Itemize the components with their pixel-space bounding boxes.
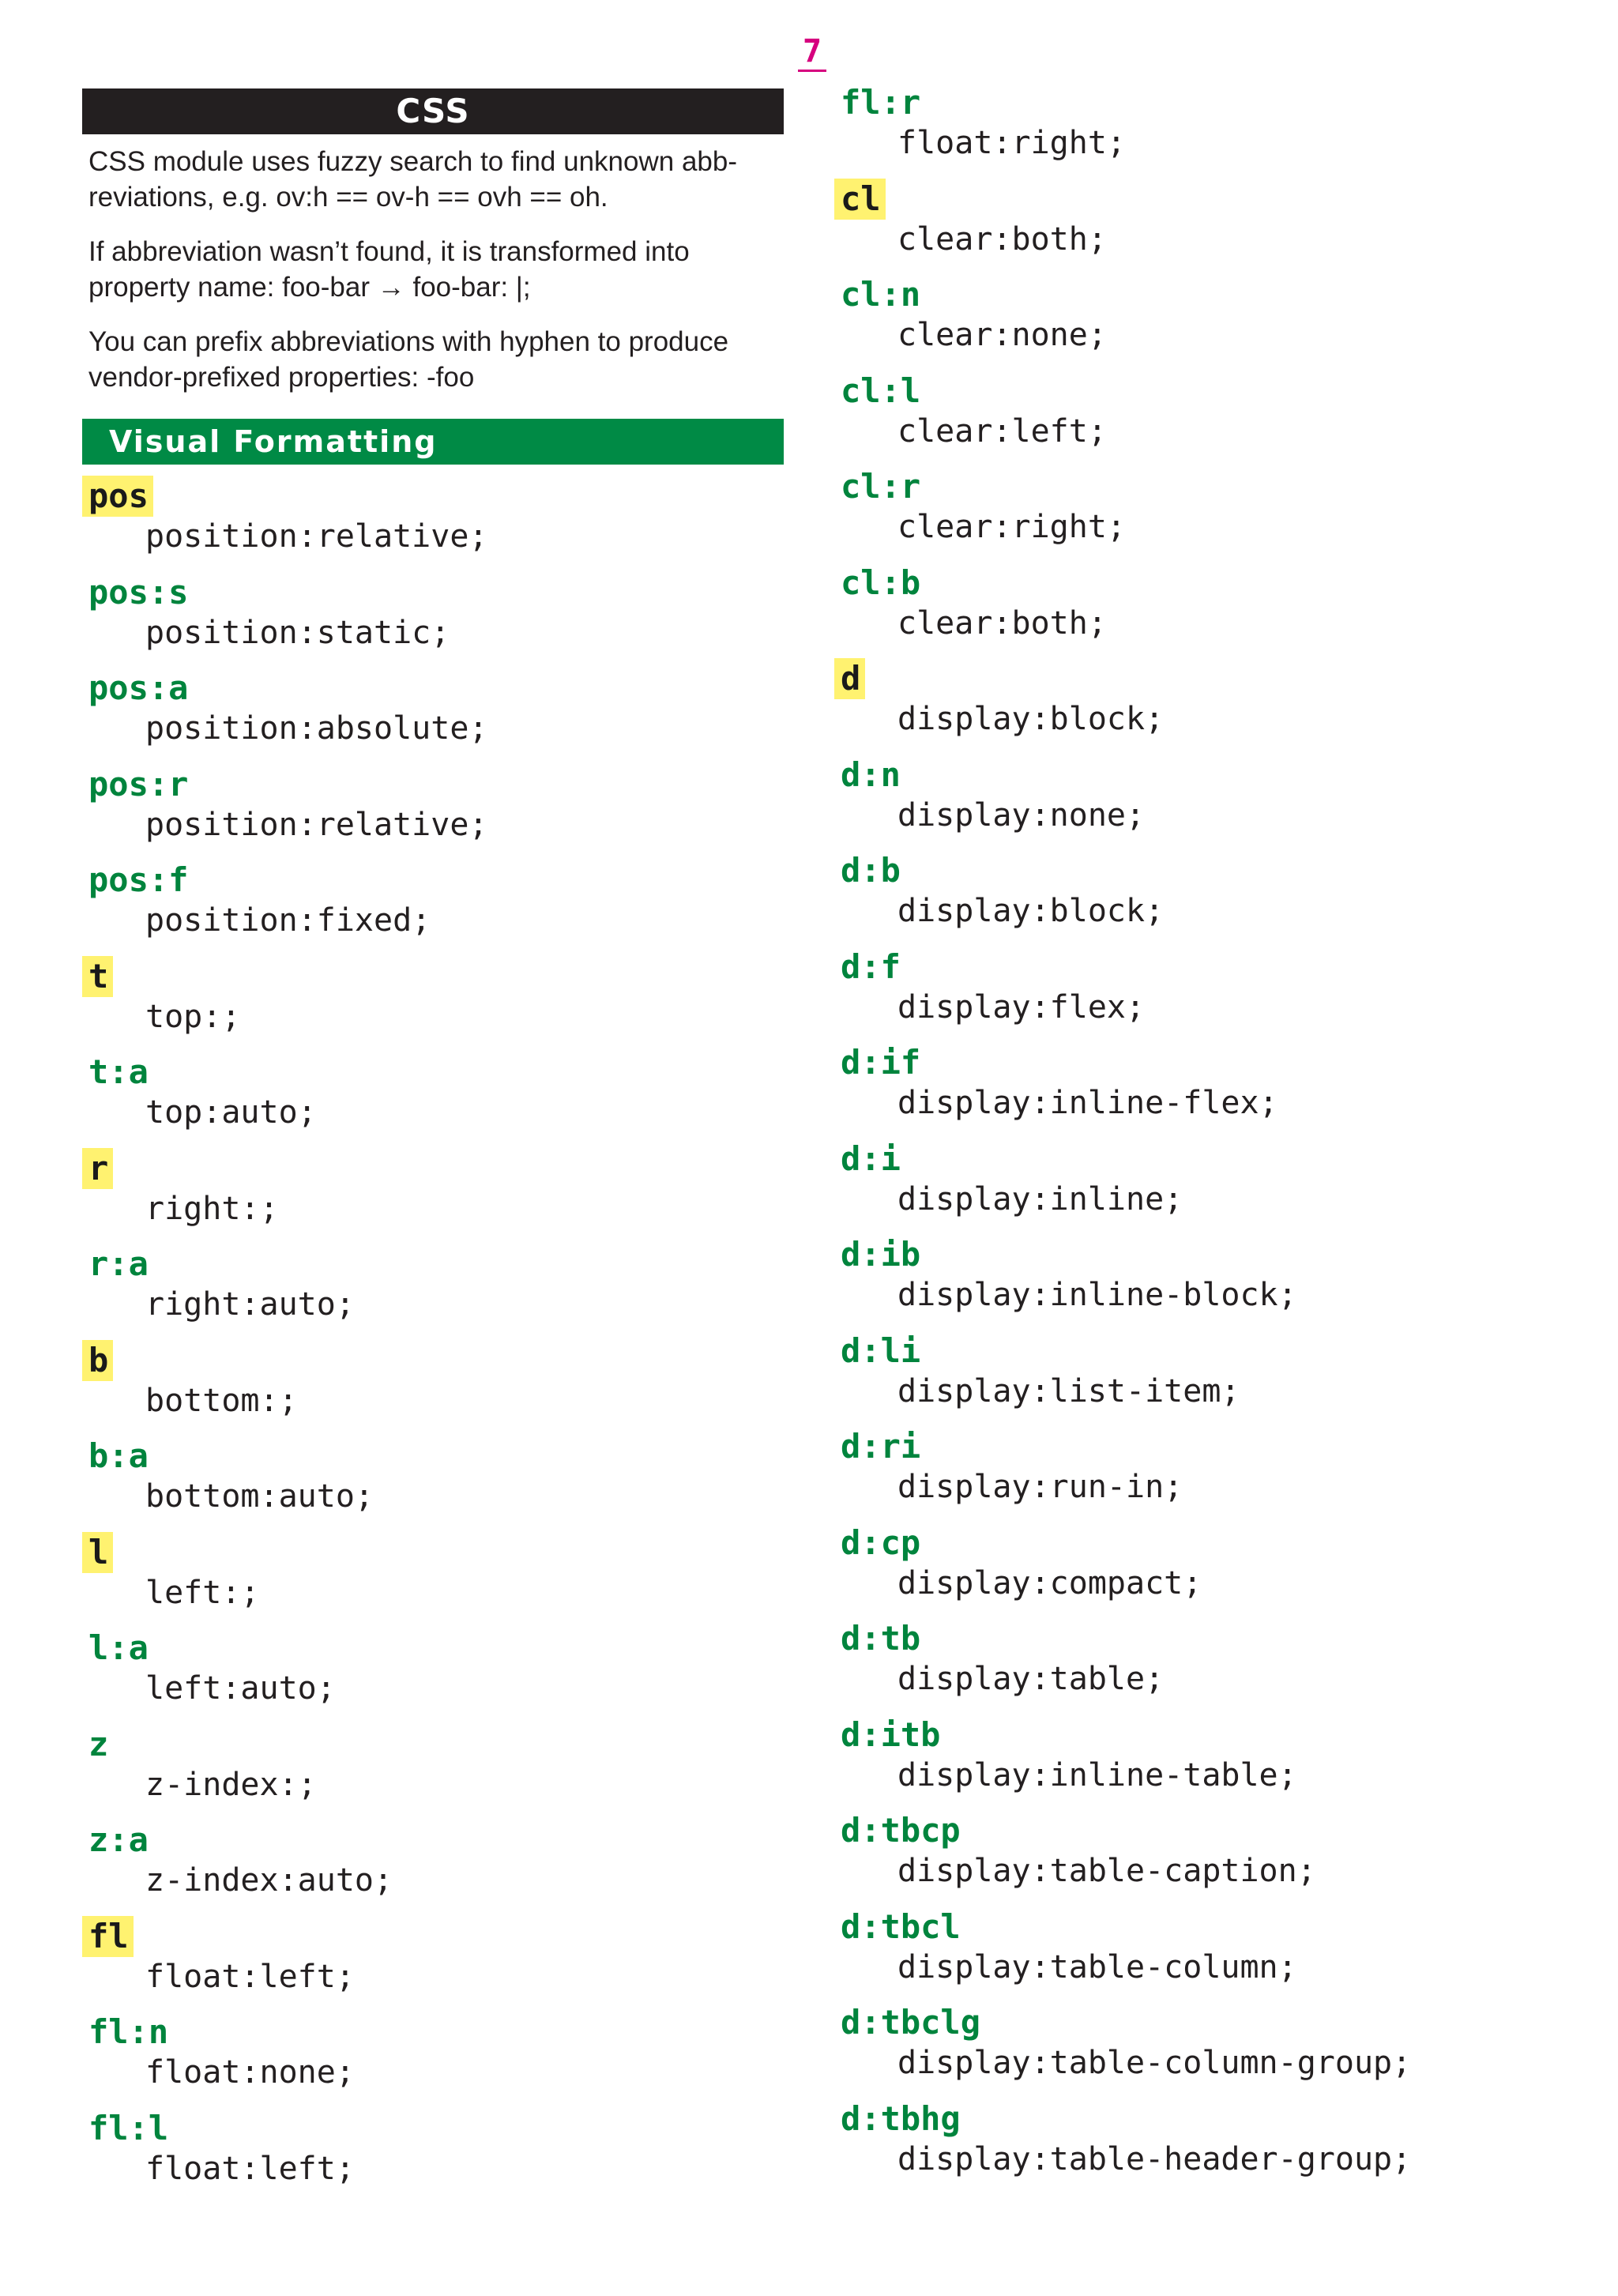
expansion: display:table;	[897, 1661, 1165, 1697]
expansion: top:auto;	[145, 1094, 317, 1131]
abbreviation: pos:s	[88, 572, 189, 612]
expansion: float:left;	[145, 1958, 355, 1995]
expansion: z-index:;	[145, 1766, 317, 1803]
abbreviation-entry	[82, 860, 784, 956]
abbreviation-entry	[834, 1906, 1545, 2003]
intro-paragraph: You can prefix abbreviations with hyphen to produce vendor-prefixed properties: -foo	[88, 326, 729, 393]
expansion: top:;	[145, 998, 241, 1035]
abbreviation-entry	[834, 466, 1545, 563]
abbreviation: d:tbclg	[841, 2003, 981, 2042]
expansion: z-index:auto;	[145, 1862, 393, 1899]
abbreviation-entry	[82, 956, 784, 1052]
abbreviation: t	[82, 956, 113, 997]
abbreviation: fl	[82, 1916, 134, 1957]
page-number: 7	[798, 33, 826, 72]
abbreviation-entry	[82, 1628, 784, 1724]
abbreviation: pos	[82, 476, 153, 517]
abbreviation-entry	[834, 755, 1545, 851]
abbreviation-entry	[834, 1042, 1545, 1139]
abbreviation: t:a	[88, 1052, 149, 1091]
intro-text	[82, 144, 784, 395]
abbreviation: b:a	[88, 1436, 149, 1475]
abbreviation-entry	[82, 1916, 784, 2012]
abbreviation: d	[834, 658, 865, 699]
abbreviation-entry	[82, 1052, 784, 1148]
abbreviation: z:a	[88, 1820, 149, 1859]
expansion: display:inline-flex;	[897, 1085, 1278, 1121]
expansion: clear:both;	[897, 220, 1107, 258]
expansion: left:auto;	[145, 1670, 336, 1707]
abbreviation-entry	[82, 1340, 784, 1436]
expansion: clear:left;	[897, 412, 1107, 450]
abbreviation: cl:n	[841, 275, 921, 314]
abbreviation: d:f	[841, 947, 901, 986]
abbreviation-entry	[82, 1724, 784, 1820]
expansion: clear:both;	[897, 604, 1107, 642]
expansion: bottom:auto;	[145, 1478, 374, 1515]
abbreviation: d:i	[841, 1139, 901, 1178]
expansion: display:table-column-group;	[897, 2045, 1412, 2081]
section-title: CSS	[82, 88, 784, 134]
expansion: display:compact;	[897, 1564, 1202, 1602]
expansion: display:table-column;	[897, 1948, 1297, 1985]
abbreviation: pos:a	[88, 668, 189, 707]
abbreviation-entry	[834, 850, 1545, 947]
right-entry-list	[834, 82, 1545, 2194]
intro-paragraph: If abbreviation wasn’t found, it is transformed into property name: foo-bar → foo-bar: |;	[88, 236, 690, 303]
abbreviation-entry	[834, 947, 1545, 1043]
abbreviation: fl:l	[88, 2108, 169, 2147]
left-column	[82, 88, 784, 2204]
expansion: position:relative;	[145, 806, 488, 843]
abbreviation: pos:r	[88, 764, 189, 804]
abbreviation-entry	[834, 658, 1545, 755]
abbreviation: d:tbcl	[841, 1906, 961, 1946]
abbreviation: b	[82, 1340, 113, 1381]
expansion: float:none;	[145, 2054, 355, 2091]
abbreviation: d:itb	[841, 1714, 941, 1754]
abbreviation-entry	[834, 2098, 1545, 2195]
expansion: display:run-in;	[897, 1469, 1183, 1505]
abbreviation: d:b	[841, 851, 901, 890]
expansion: display:block;	[897, 701, 1165, 737]
expansion: right:;	[145, 1190, 279, 1227]
left-entry-list	[82, 476, 784, 2204]
expansion: display:block;	[897, 893, 1165, 929]
expansion: display:inline-table;	[897, 1756, 1297, 1794]
expansion: display:none;	[897, 796, 1146, 834]
expansion: position:static;	[145, 614, 450, 651]
abbreviation-entry	[82, 1436, 784, 1532]
abbreviation: d:n	[841, 755, 901, 794]
abbreviation: r	[82, 1148, 113, 1189]
expansion: position:absolute;	[145, 710, 488, 747]
abbreviation-entry	[82, 764, 784, 860]
expansion: display:flex;	[897, 988, 1146, 1026]
abbreviation: d:tb	[841, 1619, 921, 1658]
expansion: display:table-header-group;	[897, 2140, 1412, 2177]
abbreviation: fl:r	[841, 83, 921, 122]
abbreviation: cl:l	[841, 371, 921, 410]
expansion: display:inline-block;	[897, 1277, 1297, 1313]
abbreviation-entry	[834, 563, 1545, 659]
subsection-title: Visual Formatting	[82, 419, 784, 465]
abbreviation: pos:f	[88, 860, 189, 899]
abbreviation-entry	[834, 2002, 1545, 2098]
abbreviation: l	[82, 1532, 113, 1573]
abbreviation: cl	[834, 179, 886, 220]
abbreviation-entry	[834, 1810, 1545, 1906]
abbreviation-entry	[834, 179, 1545, 275]
abbreviation: d:tbhg	[841, 2098, 961, 2138]
abbreviation-entry	[834, 1714, 1545, 1811]
expansion: display:inline;	[897, 1180, 1183, 1218]
abbreviation-entry	[82, 1532, 784, 1628]
expansion: display:table-caption;	[897, 1853, 1316, 1889]
expansion: clear:right;	[897, 509, 1126, 545]
expansion: display:list-item;	[897, 1372, 1240, 1410]
expansion: left:;	[145, 1574, 260, 1611]
abbreviation-entry	[82, 1244, 784, 1340]
abbreviation: r:a	[88, 1244, 149, 1283]
expansion: clear:none;	[897, 317, 1107, 353]
abbreviation-entry	[834, 1139, 1545, 1235]
abbreviation: d:ib	[841, 1235, 921, 1274]
expansion: float:left;	[145, 2150, 355, 2187]
abbreviation-entry	[82, 476, 784, 572]
abbreviation: d:ri	[841, 1427, 921, 1466]
abbreviation-entry	[82, 2012, 784, 2108]
expansion: float:right;	[897, 125, 1126, 161]
abbreviation: d:if	[841, 1043, 921, 1082]
abbreviation: z	[88, 1724, 109, 1763]
abbreviation-entry	[834, 1426, 1545, 1523]
abbreviation-entry	[834, 274, 1545, 371]
abbreviation-entry	[834, 1618, 1545, 1714]
expansion: bottom:;	[145, 1382, 298, 1419]
abbreviation-entry	[82, 668, 784, 764]
abbreviation-entry	[82, 2108, 784, 2204]
abbreviation-entry	[82, 1148, 784, 1244]
abbreviation: d:tbcp	[841, 1811, 961, 1850]
abbreviation: cl:b	[841, 563, 921, 602]
abbreviation: d:li	[841, 1331, 921, 1370]
intro-paragraph: CSS module uses fuzzy search to find unknown abb-reviations, e.g. ov:h == ov-h == ovh == oh.	[88, 146, 737, 213]
abbreviation-entry	[82, 1820, 784, 1916]
expansion: position:relative;	[145, 518, 488, 555]
expansion: right:auto;	[145, 1286, 355, 1323]
abbreviation-entry	[82, 572, 784, 668]
abbreviation: cl:r	[841, 467, 921, 506]
abbreviation: l:a	[88, 1628, 149, 1667]
abbreviation-entry	[834, 1523, 1545, 1619]
abbreviation: d:cp	[841, 1523, 921, 1562]
abbreviation-entry	[834, 1234, 1545, 1331]
abbreviation-entry	[834, 1331, 1545, 1427]
abbreviation: fl:n	[88, 2012, 169, 2051]
abbreviation-entry	[834, 82, 1545, 179]
abbreviation-entry	[834, 371, 1545, 467]
expansion: position:fixed;	[145, 902, 431, 939]
